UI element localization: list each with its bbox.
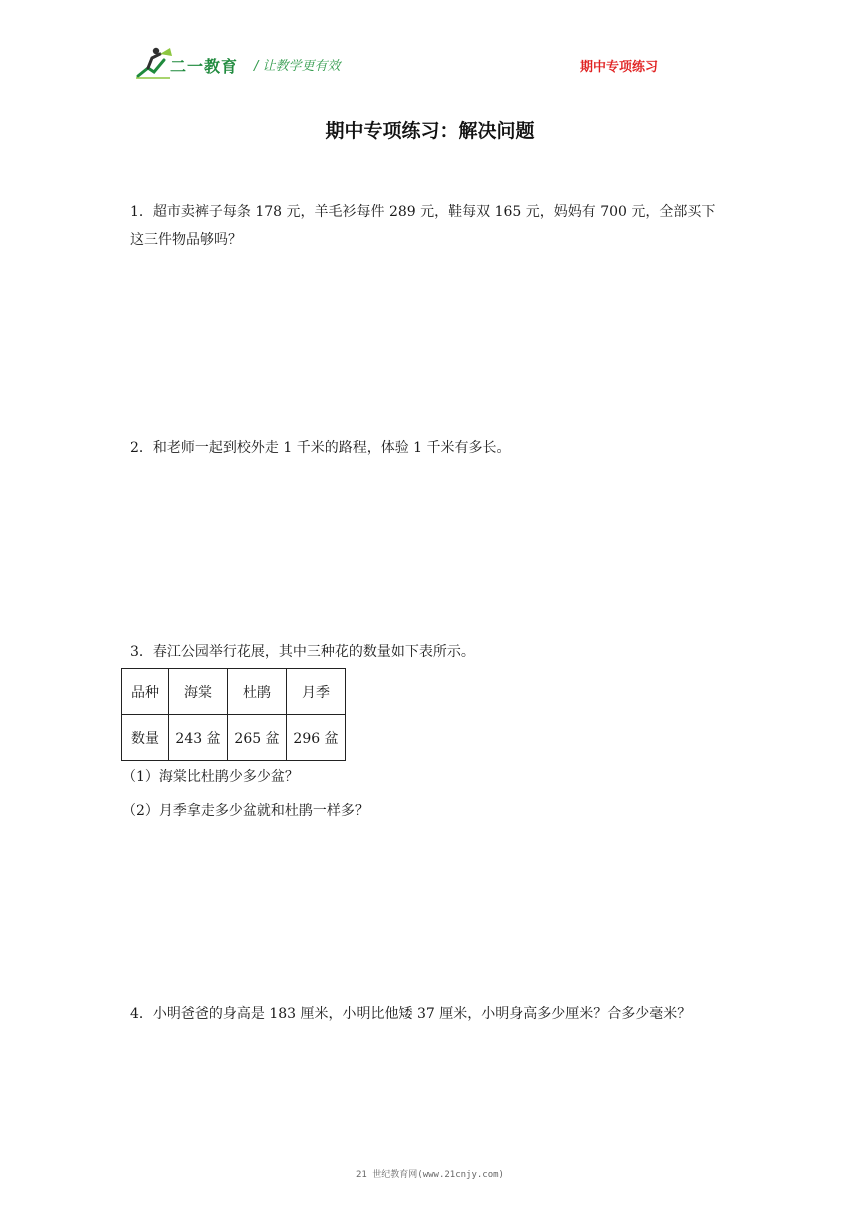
page-footer: 21 世纪教育网(www.21cnjy.com) <box>356 1170 504 1180</box>
table-row <box>122 669 346 715</box>
table-cell: 265 盆 <box>228 715 287 761</box>
table-cell: 243 盆 <box>169 715 228 761</box>
brand-logo <box>134 46 244 80</box>
table-cell: 月季 <box>287 669 346 715</box>
table-row <box>122 715 346 761</box>
logo-text: 二一教育 <box>170 57 239 76</box>
runner-logo-icon <box>134 46 174 80</box>
question-2: 2．和老师一起到校外走 1 千米的路程，体验 1 千米有多长。 <box>130 440 511 456</box>
question-1-line1: 1．超市卖裤子每条 178 元，羊毛衫每件 289 元，鞋每双 165 元，妈妈有 700 元，全部买下 <box>130 204 716 220</box>
page-title: 期中专项练习：解决问题 <box>325 120 535 142</box>
question-3: 3．春江公园举行花展，其中三种花的数量如下表所示。 <box>130 644 475 660</box>
table-cell: 296 盆 <box>287 715 346 761</box>
table-cell: 杜鹃 <box>228 669 287 715</box>
table-cell: 海棠 <box>169 669 228 715</box>
question-3-sub-1: （1）海棠比杜鹃少多少盆？ <box>122 769 299 785</box>
table-cell: 品种 <box>122 669 169 715</box>
flower-count-table <box>121 668 346 761</box>
question-3-sub-2: （2）月季拿走多少盆就和杜鹃一样多？ <box>122 803 369 819</box>
slogan: / 让教学更有效 <box>254 59 341 74</box>
page-header <box>0 0 860 90</box>
question-1-line2: 这三件物品够吗？ <box>130 232 242 248</box>
question-4: 4．小明爸爸的身高是 183 厘米，小明比他矮 37 厘米，小明身高多少厘米？合多少毫米？ <box>130 1006 692 1022</box>
table-cell: 数量 <box>122 715 169 761</box>
header-section-label: 期中专项练习 <box>580 60 659 75</box>
question-1 <box>130 198 740 254</box>
